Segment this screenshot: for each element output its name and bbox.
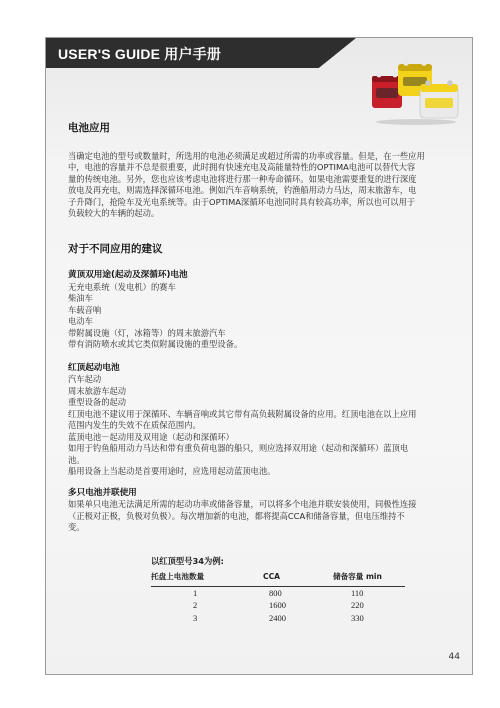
table-cell: 220 [351, 600, 364, 610]
note-line: 如用于钓鱼船用动力马达和带有重负荷电器的船只，则应选择双用途（起动和深循环）蓝顶电 [68, 443, 409, 453]
table-row [151, 612, 405, 625]
note-line: 红顶电池不建议用于深循环、车辆音响或其它带有高负载附属设备的应用。红顶电池在以上应用 [68, 408, 417, 419]
table-cell: 2400 [269, 612, 286, 623]
table-cell: 2 [193, 600, 198, 610]
table-header-row [151, 571, 405, 586]
example-title: 以红顶型号34为例: [151, 555, 224, 566]
note-line: 池。 [68, 454, 85, 465]
paragraph-line: 子升降门，抢险车及光电系统等。由于OPTIMA深循环电池同时具有较高功率，所以也可以用于 [68, 196, 416, 207]
table-cell: 1 [193, 587, 198, 598]
paragraph-line: 量的传统电池。另外，您也应该考虑电池将进行那一种寿命循环。如果电池需要重复的进行深度 [68, 173, 417, 184]
paragraph-line: 变。 [68, 522, 85, 532]
battery-capacity-table [151, 571, 405, 624]
list-item: 车载音响 [68, 304, 102, 315]
list-item: 无充电系统（发电机）的赛车 [68, 281, 176, 292]
note-line: 范围内发生的失效不在质保范围内。 [68, 420, 201, 430]
column-header-cca: CCA [263, 571, 333, 586]
table-cell: 110 [351, 587, 364, 598]
table-cell: 1600 [269, 600, 286, 610]
list-item: 电动车 [68, 316, 93, 326]
red-top-heading: 红顶起动电池 [68, 362, 120, 373]
battery-application-paragraph [68, 151, 458, 220]
parallel-use-paragraph [68, 499, 458, 534]
red-top-note [68, 409, 458, 478]
paragraph-line: 负载较大的车辆的起动。 [68, 208, 160, 218]
paragraph-line: 中，电池的容量并不总是很重要，此时拥有快速充电及高能量特性的OPTIMA电池可以替代大容 [68, 162, 416, 172]
column-header-quantity: 托盘上电池数量 [151, 571, 263, 586]
note-line: 船用设备上当起动是首要用途时，应选用起动蓝顶电池。 [68, 466, 276, 476]
paragraph-line: 当确定电池的型号或数量时，所选用的电池必须满足或超过所需的功率或容量。但是，在一些应用 [68, 150, 425, 161]
yellow-top-battery-front-icon [420, 80, 458, 118]
list-item: 带附属设施（灯，冰箱等）的周末旅游汽车 [68, 327, 226, 338]
table-row [151, 599, 405, 612]
table-cell: 330 [351, 612, 364, 623]
table-cell: 3 [193, 612, 198, 623]
red-top-battery-icon [372, 73, 402, 109]
page-number: 44 [448, 652, 460, 662]
page-content [68, 123, 458, 624]
section-heading-battery-application: 电池应用 [68, 122, 110, 134]
column-header-reserve: 储备容量 min [333, 571, 405, 586]
list-item: 柴油车 [68, 293, 93, 303]
paragraph-line: 放电及再充电，则需选择深循环电池。例如汽车音响系统，钓渔船用动力马达，周末旅游车，电 [68, 185, 417, 195]
table-cell: 800 [269, 587, 282, 598]
red-top-list [68, 374, 458, 409]
section-heading-recommendations: 对于不同应用的建议 [68, 242, 163, 255]
battery-product-image [370, 58, 462, 128]
list-item: 汽车起动 [68, 374, 102, 384]
yellow-top-list [68, 282, 458, 351]
yellow-top-heading: 黄顶双用途(起动及深循环)电池 [68, 270, 188, 280]
document-page [45, 37, 473, 675]
list-item: 带有消防喷水或其它类似附属设施的重型设备。 [68, 339, 243, 349]
note-line: 蓝顶电池－起动用及双用途（起动和深循环） [68, 431, 234, 442]
table-row [151, 586, 405, 599]
parallel-use-heading: 多只电池并联使用 [68, 487, 137, 498]
page-header-title: USER'S GUIDE 用户手册 [58, 46, 222, 62]
paragraph-line: （正极对正极，负极对负极）。每次增加新的电池，都将提高CCA和储备容量，但电压维持不 [68, 510, 405, 521]
list-item: 周末旅游车起动 [68, 385, 127, 396]
list-item: 重型设备的起动 [68, 397, 127, 407]
paragraph-line: 如果单只电池无法满足所需的起动功率或储备容量，可以将多个电池并联安装使用，同极性连接 [68, 499, 417, 509]
